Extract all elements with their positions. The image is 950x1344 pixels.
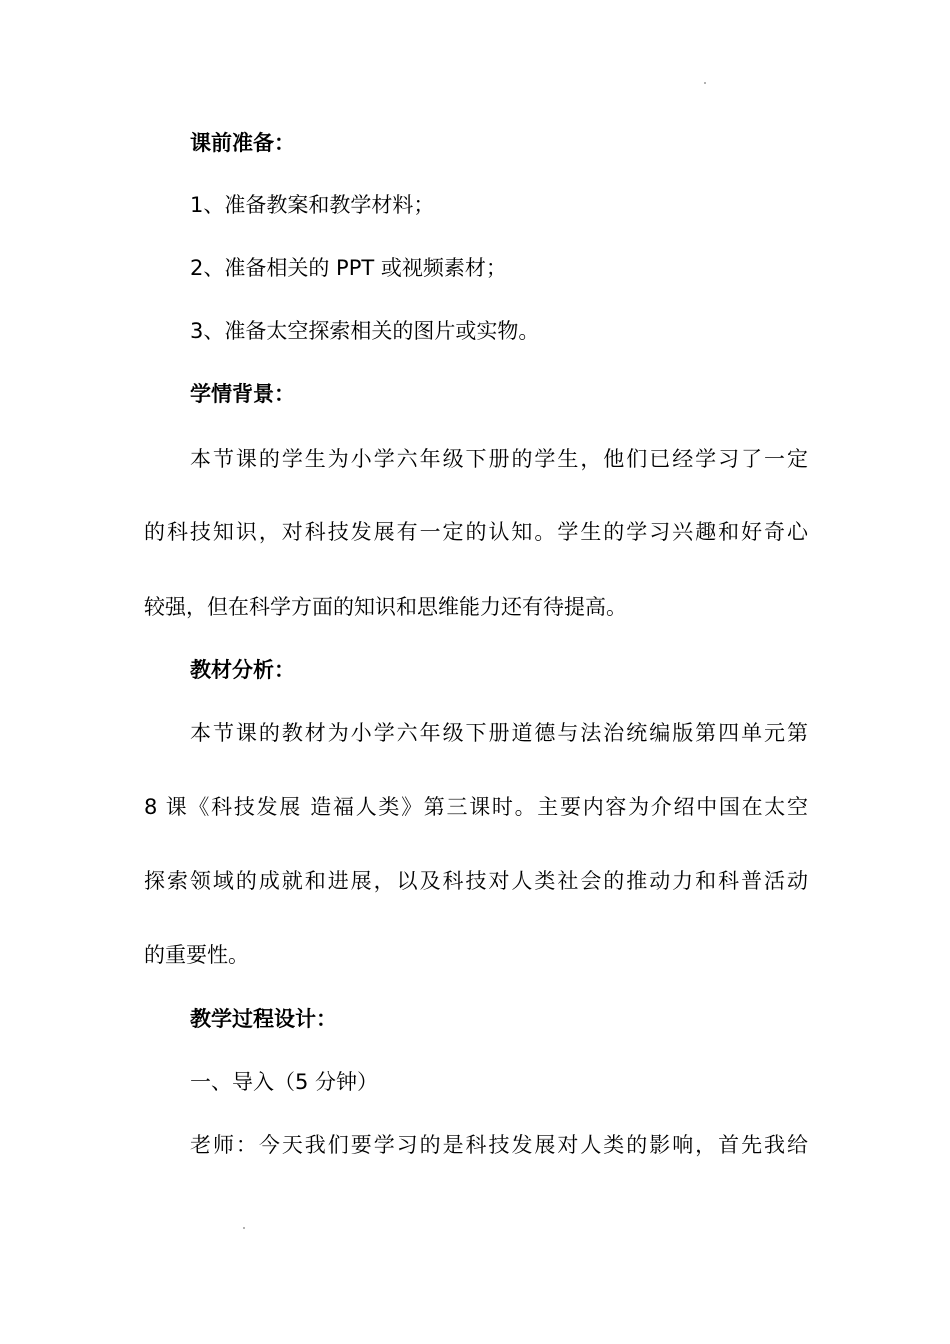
page-marker-dot xyxy=(243,1227,245,1229)
process-heading: 教学过程设计： xyxy=(190,1007,337,1031)
background-heading: 学情背景： xyxy=(190,382,295,406)
process-teacher-line: 老师：今天我们要学习的是科技发展对人类的影响，首先我给 xyxy=(190,1133,808,1157)
background-line-2: 的科技知识，对科技发展有一定的认知。学生的学习兴趣和好奇心 xyxy=(144,520,808,544)
analysis-line-4: 的重要性。 xyxy=(144,943,249,967)
analysis-heading: 教材分析： xyxy=(190,658,295,682)
process-step-1: 一、导入（5 分钟） xyxy=(190,1070,379,1094)
page-marker-dot xyxy=(704,82,706,84)
prep-heading: 课前准备： xyxy=(190,131,295,155)
background-line-1: 本节课的学生为小学六年级下册的学生，他们已经学习了一定 xyxy=(190,447,808,471)
background-line-3: 较强，但在科学方面的知识和思维能力还有待提高。 xyxy=(144,595,627,619)
prep-item-1: 1、准备教案和教学材料； xyxy=(190,193,435,217)
prep-item-3: 3、准备太空探索相关的图片或实物。 xyxy=(190,319,540,343)
analysis-line-1: 本节课的教材为小学六年级下册道德与法治统编版第四单元第 xyxy=(190,721,808,745)
analysis-line-2: 8 课《科技发展 造福人类》第三课时。主要内容为介绍中国在太空 xyxy=(144,795,808,819)
prep-item-2: 2、准备相关的 PPT 或视频素材； xyxy=(190,256,507,280)
analysis-line-3: 探索领域的成就和进展，以及科技对人类社会的推动力和科普活动 xyxy=(144,869,808,893)
